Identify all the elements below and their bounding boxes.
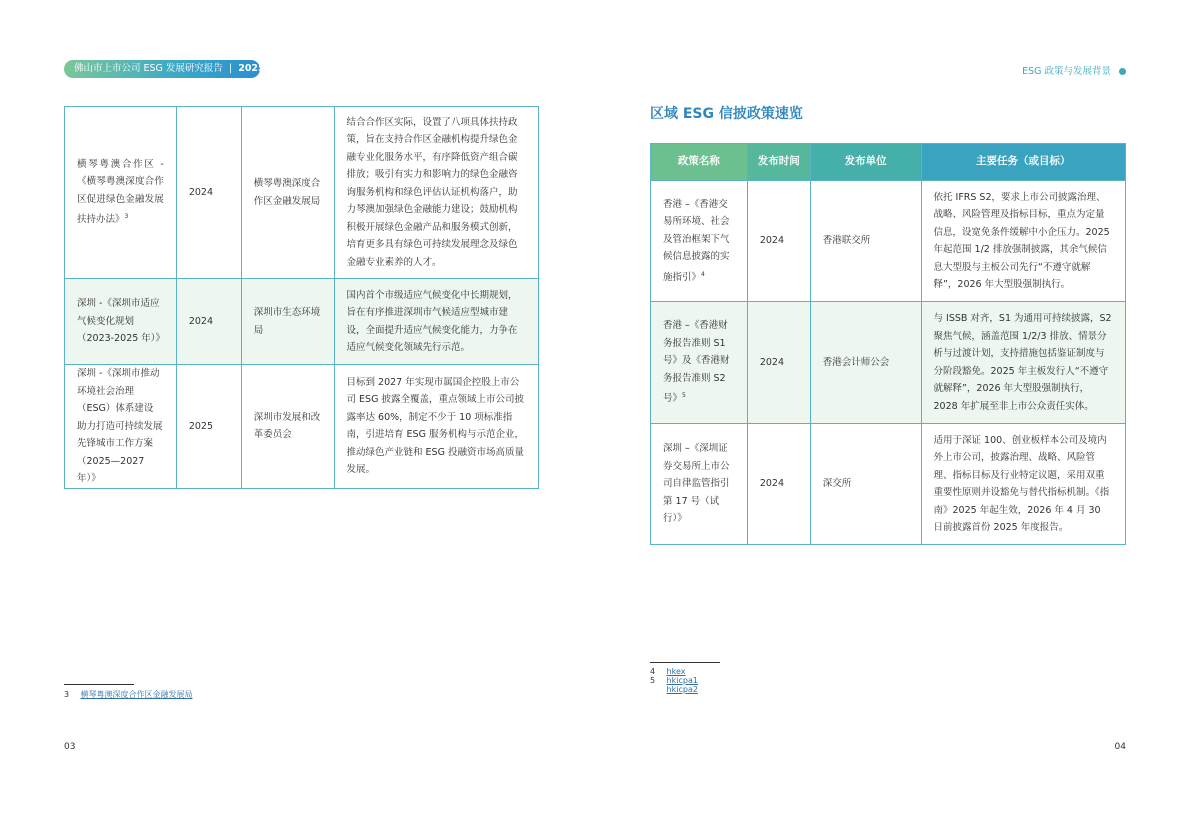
footnotes-left <box>64 684 193 700</box>
policy-task: 国内首个市级适应气候变化中长期规划，旨在有序推进深圳市气候适应型城市建设，全面提升适应气候变化能力，力争在适应气候变化领域先行示范。 <box>334 279 538 365</box>
policy-task: 适用于深证 100、创业板样本公司及境内外上市公司，披露治理、战略、风险管理、指标目标及行业特定议题，采用双重重要性原则并设豁免与替代指标机制。《指南》2025 年起生效，2026 年 4 月 30 日前披露首份 2025 年度报告。 <box>921 424 1126 545</box>
policy-name: 深圳 –《深圳证券交易所上市公司自律监管指引第 17 号（试行）》 <box>651 424 748 545</box>
footnote-number: 3 <box>64 690 70 699</box>
policy-task: 与 ISSB 对齐，S1 为通用可持续披露，S2 聚焦气候，涵盖范围 1/2/3 排放、情景分析与过渡计划，支持措施包括鉴证制度与分阶段豁免。2025 年主板发行人“不遵守就解释”，2026 年大型股强制执行，2028 年扩展至非上市公众责任实体。 <box>921 302 1126 424</box>
policy-name: 香港 –《香港交易所环境、社会及管治框架下气候信息披露的实施指引》$^4$ <box>651 181 748 302</box>
policy-name: 深圳 -《深圳市推动环境社会治理（ESG）体系建设 助力打造可持续发展先锋城市工作方案（2025—2027 年）》 <box>65 365 177 489</box>
policy-name: 深圳 -《深圳市适应气候变化规划（2023-2025 年）》 <box>65 279 177 365</box>
footnote-item <box>64 689 193 700</box>
table-row <box>65 365 539 489</box>
report-year: 2025 <box>238 63 265 74</box>
footnote-number: 4 <box>650 667 656 676</box>
right-policy-table <box>650 143 1126 545</box>
header-task: 主要任务（或目标） <box>921 144 1126 181</box>
policy-issuer: 横琴粤澳深度合作区金融发展局 <box>241 107 334 279</box>
header-issuer: 发布单位 <box>810 144 921 181</box>
footnote-divider <box>650 662 720 663</box>
table-header-row <box>651 144 1126 181</box>
footnote-ref: 5 <box>682 392 686 400</box>
page-number-right: 04 <box>1114 742 1126 752</box>
policy-name: 香港 –《香港财务报告准则 S1 号》及《香港财务报告准则 S2 号》$^5$ <box>651 302 748 424</box>
report-title: 佛山市上市公司 ESG 发展研究报告 <box>74 63 223 74</box>
policy-year: 2024 <box>747 302 810 424</box>
footnote-divider <box>64 684 134 685</box>
policy-year: 2024 <box>176 107 241 279</box>
policy-issuer: 深圳市生态环境局 <box>241 279 334 365</box>
header-policy-name: 政策名称 <box>651 144 748 181</box>
footnotes-right <box>650 662 720 694</box>
footnote-item <box>650 676 720 685</box>
policy-task: 目标到 2027 年实现市属国企控股上市公司 ESG 披露全覆盖，重点领域上市公司披露率达 60%，制定不少于 10 项标准指南，引进培育 ESG 服务机构与示范企业，推动绿色产业链和 ESG 投融资市场高质量发展。 <box>334 365 538 489</box>
section-title: 区域 ESG 信披政策速览 <box>650 106 803 122</box>
section-name: ESG 政策与发展背景 <box>1022 66 1111 77</box>
report-title-pill <box>64 60 265 78</box>
title-separator: | <box>228 63 233 74</box>
footnote-ref: 3 <box>124 213 129 221</box>
table-row <box>651 302 1126 424</box>
footnote-item <box>650 667 720 676</box>
footnote-link[interactable]: hkicpa1 <box>666 676 698 685</box>
policy-year: 2024 <box>747 424 810 545</box>
policy-issuer: 深圳市发展和改革委员会 <box>241 365 334 489</box>
policy-year: 2025 <box>176 365 241 489</box>
header-year: 发布时间 <box>747 144 810 181</box>
table-row <box>651 424 1126 545</box>
footnote-link[interactable]: 横琴粤澳深度合作区金融发展局 <box>80 690 193 699</box>
footnote-ref: 4 <box>701 270 705 278</box>
footnote-item <box>650 685 720 694</box>
table-row <box>651 181 1126 302</box>
table-row <box>65 279 539 365</box>
left-policy-table <box>64 106 539 489</box>
section-dot-icon <box>1119 68 1126 75</box>
policy-task: 结合合作区实际，设置了八项具体扶持政策，旨在支持合作区金融机构提升绿色金融专业化服务水平，有序降低资产组合碳排放；吸引有实力和影响力的绿色金融咨询服务机构和绿色评估认证机构落户，助力琴澳加强绿色金融能力建设；鼓励机构积极开展绿色金融产品和服务模式创新，培育更多具有绿色可持续发展理念及绿色金融专业素养的人才。 <box>334 107 538 279</box>
page-number-left: 03 <box>64 742 76 752</box>
footnote-number: 5 <box>650 676 656 685</box>
policy-task: 依托 IFRS S2，要求上市公司披露治理、战略、风险管理及指标目标，重点为定量信息，设宽免条件缓解中小企压力。2025 年起范围 1/2 排放强制披露，其余气候信息大型股与主板公司先行“不遵守就解释”，2026 年大型股强制执行。 <box>921 181 1126 302</box>
policy-year: 2024 <box>176 279 241 365</box>
footnote-link[interactable]: hkex <box>666 667 686 676</box>
policy-issuer: 香港会计师公会 <box>810 302 921 424</box>
policy-name: 横琴粤澳合作区 -《横琴粤澳深度合作区促进绿色金融发展扶持办法》$^3$ <box>65 107 177 279</box>
table-row <box>65 107 539 279</box>
policy-year: 2024 <box>747 181 810 302</box>
policy-issuer: 深交所 <box>810 424 921 545</box>
footnote-link[interactable]: hkicpa2 <box>666 685 698 694</box>
section-header <box>1022 63 1126 77</box>
policy-issuer: 香港联交所 <box>810 181 921 302</box>
